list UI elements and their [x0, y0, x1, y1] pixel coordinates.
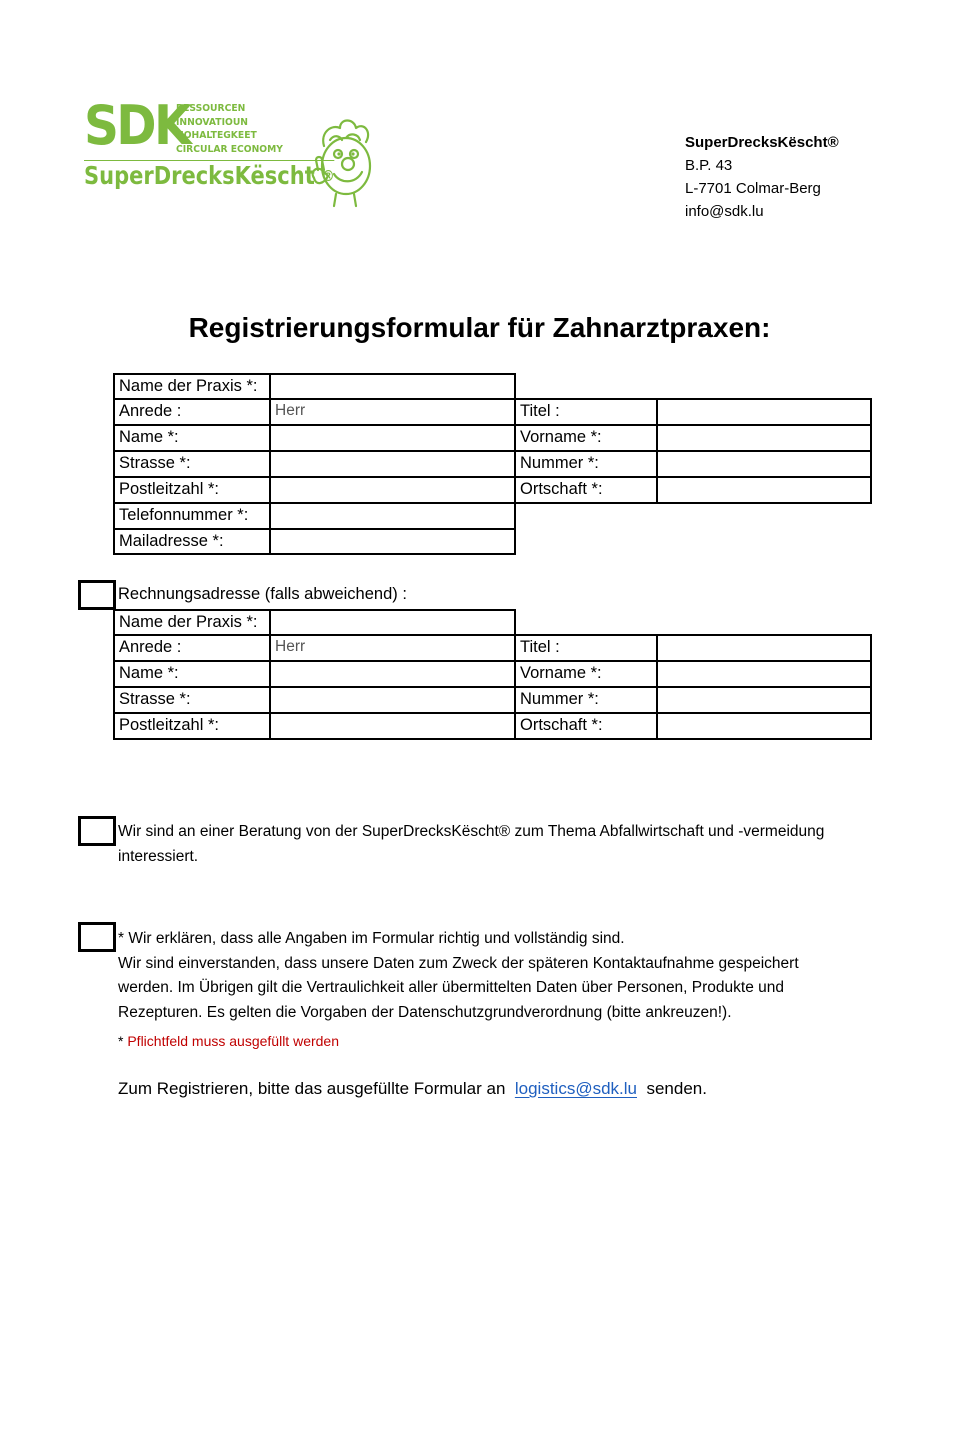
logo-tagline: CIRCULAR ECONOMY — [176, 143, 283, 155]
required-note — [118, 1030, 339, 1052]
declaration-text — [118, 927, 799, 1025]
billing-firstname-label: Vorname *: — [514, 660, 658, 688]
billing-name-label: Name *: — [113, 660, 271, 688]
logistics-email-link[interactable]: logistics@sdk.lu — [514, 1079, 637, 1098]
consultation-checkbox[interactable] — [78, 816, 116, 846]
practice-name-label: Name der Praxis *: — [113, 373, 271, 400]
registered-symbol: ® — [322, 167, 335, 185]
number-field[interactable] — [656, 450, 872, 478]
billing-salutation-label: Anrede : — [113, 634, 271, 662]
salutation-field[interactable]: Herr — [269, 398, 516, 426]
billing-postcode-label: Postleitzahl *: — [113, 712, 271, 740]
declaration-line: Rezepturen. Es gelten die Vorgaben der Datenschutzgrundverordnung (bitte ankreuzen!). — [118, 1003, 732, 1021]
logo-tagline: NOHALTEGKEET — [176, 130, 257, 141]
street-label: Strasse *: — [113, 450, 271, 478]
logo-brand — [84, 160, 335, 191]
declaration-checkbox[interactable] — [78, 922, 116, 952]
logo-taglines — [176, 102, 283, 156]
street-field[interactable] — [269, 450, 516, 478]
billing-locality-label: Ortschaft *: — [514, 712, 658, 740]
mascot-icon — [306, 114, 378, 210]
name-field[interactable] — [269, 424, 516, 452]
number-label: Nummer *: — [514, 450, 658, 478]
declaration-line: Wir sind einverstanden, dass unsere Daten zum Zweck der späteren Kontaktaufnahme gespeichert — [118, 954, 799, 972]
address-company: SuperDrecksKëscht® — [685, 134, 839, 151]
address-city: L-7701 Colmar-Berg — [685, 180, 821, 197]
billing-number-label: Nummer *: — [514, 686, 658, 714]
billing-address-label: Rechnungsadresse (falls abweichend) : — [118, 585, 407, 603]
consultation-line: Wir sind an einer Beratung von der SuperDrecksKëscht® zum Thema Abfallwirtschaft und -vermeidung — [118, 823, 825, 840]
billing-street-field[interactable] — [269, 686, 516, 714]
firstname-label: Vorname *: — [514, 424, 658, 452]
locality-field[interactable] — [656, 476, 872, 504]
page-title: Registrierungsformular für Zahnarztpraxen: — [188, 312, 771, 343]
submission-instruction — [118, 1076, 707, 1102]
email-field[interactable] — [269, 528, 516, 555]
required-star: * — [118, 1033, 124, 1049]
declaration-line: * Wir erklären, dass alle Angaben im Formular richtig und vollständig sind. — [118, 930, 625, 947]
postcode-label: Postleitzahl *: — [113, 476, 271, 504]
phone-label: Telefonnummer *: — [113, 502, 271, 530]
declaration-line: werden. Im Übrigen gilt die Vertraulichkeit aller übermittelten Daten über Personen, Produkte und — [118, 979, 785, 996]
instruction-after: senden. — [646, 1079, 707, 1098]
billing-locality-field[interactable] — [656, 712, 872, 740]
salutation-label: Anrede : — [113, 398, 271, 426]
billing-address-checkbox[interactable] — [78, 580, 116, 610]
postcode-field[interactable] — [269, 476, 516, 504]
email-label: Mailadresse *: — [113, 528, 271, 555]
billing-postcode-field[interactable] — [269, 712, 516, 740]
required-text: Pflichtfeld muss ausgefüllt werden — [127, 1033, 340, 1049]
locality-label: Ortschaft *: — [514, 476, 658, 504]
billing-street-label: Strasse *: — [113, 686, 271, 714]
name-label: Name *: — [113, 424, 271, 452]
firstname-field[interactable] — [656, 424, 872, 452]
logo-mark: SDK — [84, 94, 189, 157]
sender-address — [685, 131, 839, 223]
consultation-text — [118, 820, 824, 869]
billing-salutation-field[interactable]: Herr — [269, 634, 516, 662]
title-label: Titel : — [514, 398, 658, 426]
billing-firstname-field[interactable] — [656, 660, 872, 688]
billing-title-label: Titel : — [514, 634, 658, 662]
instruction-before: Zum Registrieren, bitte das ausgefüllte Formular an — [118, 1079, 506, 1098]
address-po-box: B.P. 43 — [685, 157, 733, 174]
billing-practice-name-field[interactable] — [269, 609, 516, 636]
address-email[interactable]: info@sdk.lu — [685, 203, 764, 220]
title-field[interactable] — [656, 398, 872, 426]
billing-number-field[interactable] — [656, 686, 872, 714]
billing-title-field[interactable] — [656, 634, 872, 662]
logo-tagline: INNOVATIOUN — [176, 116, 248, 128]
practice-name-field[interactable] — [269, 373, 516, 400]
billing-name-field[interactable] — [269, 660, 516, 688]
billing-practice-name-label: Name der Praxis *: — [113, 609, 271, 636]
phone-field[interactable] — [269, 502, 516, 530]
logo-brand-text: SuperDrecksKëscht — [84, 161, 315, 190]
consultation-line: interessiert. — [118, 847, 199, 865]
logo-tagline: RESSOURCEN — [176, 103, 246, 114]
sdk-logo — [84, 94, 384, 215]
